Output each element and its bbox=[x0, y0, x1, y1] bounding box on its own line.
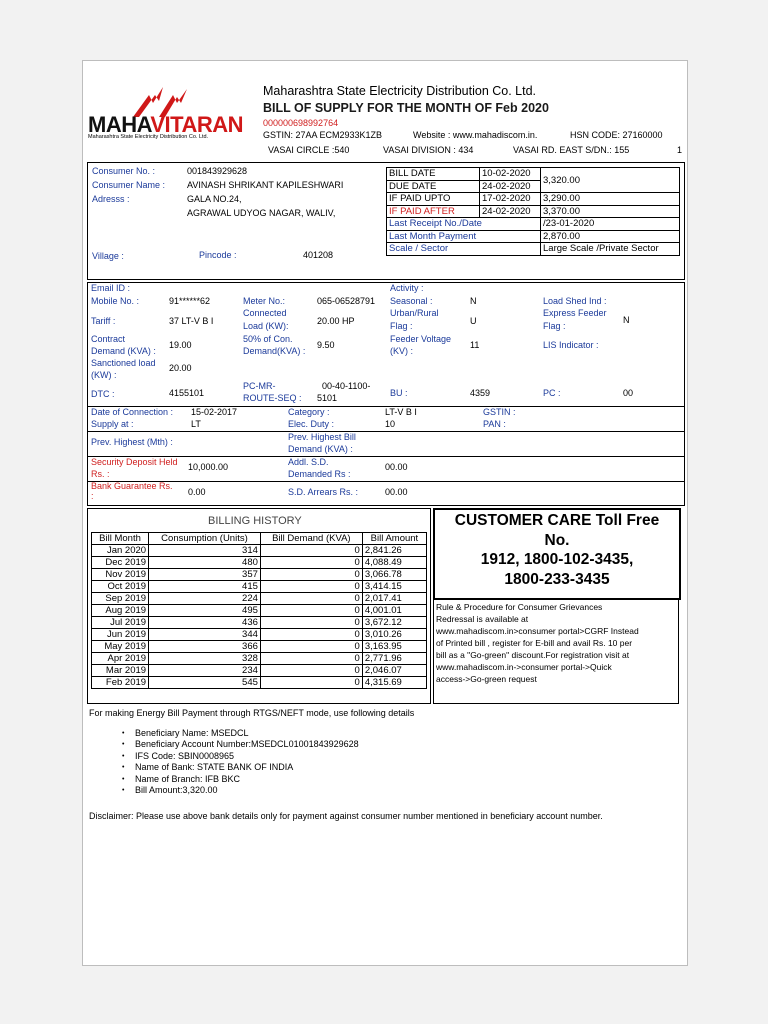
sd-arrears-label: S.D. Arrears Rs. : bbox=[288, 487, 359, 497]
history-cell: Jul 2019 bbox=[92, 617, 149, 629]
pc-label: PC : bbox=[543, 388, 561, 398]
history-row bbox=[92, 545, 427, 557]
meter-label: Meter No.: bbox=[243, 296, 286, 306]
history-cell: Oct 2019 bbox=[92, 581, 149, 593]
bill-title: BILL OF SUPPLY FOR THE MONTH OF Feb 2020 bbox=[263, 101, 549, 115]
history-cell: Jan 2020 bbox=[92, 545, 149, 557]
history-row bbox=[92, 581, 427, 593]
logo: MAHAVITARAN bbox=[88, 112, 244, 137]
history-cell: 3,672.12 bbox=[362, 617, 426, 629]
loadshed-label: Load Shed Ind : bbox=[543, 296, 607, 306]
history-cell: 234 bbox=[149, 665, 261, 677]
history-cell: Aug 2019 bbox=[92, 605, 149, 617]
history-cell: 2,771.96 bbox=[362, 653, 426, 665]
history-cell: 0 bbox=[260, 629, 362, 641]
history-cell: 3,010.26 bbox=[362, 629, 426, 641]
consumer-name-label: Consumer Name : bbox=[92, 180, 166, 190]
history-row bbox=[92, 617, 427, 629]
express-feeder: N bbox=[623, 315, 630, 325]
prev-highest-label: Prev. Highest (Mth) : bbox=[91, 437, 173, 447]
lis-indicator-label: LIS Indicator : bbox=[543, 340, 599, 350]
tariff-label: Tariff : bbox=[91, 316, 116, 326]
history-cell: 0 bbox=[260, 653, 362, 665]
history-row bbox=[92, 557, 427, 569]
consumer-name: AVINASH SHRIKANT KAPILESHWARI bbox=[187, 180, 344, 190]
beneficiary-item: • Bill Amount:3,320.00 bbox=[122, 785, 359, 796]
history-cell: 344 bbox=[149, 629, 261, 641]
mobile-label: Mobile No. : bbox=[91, 296, 140, 306]
payment-intro: For making Energy Bill Payment through RTGS/NEFT mode, use following details bbox=[89, 708, 415, 718]
history-cell: 0 bbox=[260, 605, 362, 617]
urban-flag: U bbox=[470, 316, 477, 326]
pan-label: PAN : bbox=[483, 419, 506, 429]
history-cell: 0 bbox=[260, 677, 362, 689]
elec-duty: 10 bbox=[385, 419, 396, 429]
history-header-cell: Bill Demand (KVA) bbox=[260, 533, 362, 545]
website: Website : www.mahadiscom.in. bbox=[413, 130, 538, 140]
category-label: Category : bbox=[288, 407, 330, 417]
history-cell: 545 bbox=[149, 677, 261, 689]
village-label: Village : bbox=[92, 251, 124, 261]
sanctioned-load: 20.00 bbox=[169, 363, 192, 373]
history-row bbox=[92, 629, 427, 641]
history-cell: 436 bbox=[149, 617, 261, 629]
history-cell: 0 bbox=[260, 641, 362, 653]
connection-date: 15-02-2017 bbox=[191, 407, 238, 417]
history-cell: Sep 2019 bbox=[92, 593, 149, 605]
address-line1: GALA NO.24, bbox=[187, 194, 242, 204]
history-cell: Mar 2019 bbox=[92, 665, 149, 677]
history-cell: 0 bbox=[260, 545, 362, 557]
history-cell: 328 bbox=[149, 653, 261, 665]
address-line2: AGRAWAL UDYOG NAGAR, WALIV, bbox=[187, 208, 336, 218]
meter-no: 065-06528791 bbox=[317, 296, 376, 306]
dtc: 4155101 bbox=[169, 388, 205, 398]
pc-mr-route-seq: 00-40-1100- bbox=[322, 381, 371, 391]
pc: 00 bbox=[623, 388, 634, 398]
disclaimer: Disclaimer: Please use above bank details only for payment against consumer number mentioned in beneficiary account number. bbox=[89, 811, 603, 821]
elec-duty-label: Elec. Duty : bbox=[288, 419, 335, 429]
bank-guarantee: 0.00 bbox=[188, 487, 206, 497]
contract-demand: 19.00 bbox=[169, 340, 192, 350]
seasonal-label: Seasonal : bbox=[390, 296, 433, 306]
history-row bbox=[92, 569, 427, 581]
bill-number: 000000698992764 bbox=[263, 118, 339, 128]
history-row bbox=[92, 593, 427, 605]
beneficiary-item: • Name of Branch: IFB BKC bbox=[122, 774, 359, 785]
history-cell: 2,841.26 bbox=[362, 545, 426, 557]
grievance-text: Rule & Procedure for Consumer Grievances Redressal is available at www.mahadiscom.in>consumer portal>CGRF Instead of Printed bill , register for E-bill and avail Rs. 10 per bill as a "Go-green" discount.For registration visit at www.mahadiscom.in->consumer portal->Quick access->Go-green request bbox=[436, 602, 639, 684]
history-row bbox=[92, 665, 427, 677]
sd-arrears: 00.00 bbox=[385, 487, 408, 497]
history-cell: 4,088.49 bbox=[362, 557, 426, 569]
history-cell: 415 bbox=[149, 581, 261, 593]
beneficiary-item: • Name of Bank: STATE BANK OF INDIA bbox=[122, 762, 359, 773]
history-cell: Jun 2019 bbox=[92, 629, 149, 641]
consumer-no-label: Consumer No. : bbox=[92, 166, 156, 176]
due-amount: 3,320.00 bbox=[541, 168, 680, 193]
history-cell: 0 bbox=[260, 569, 362, 581]
history-header-cell: Bill Month bbox=[92, 533, 149, 545]
hsn-code: HSN CODE: 27160000 bbox=[570, 130, 663, 140]
history-header-cell: Consumption (Units) bbox=[149, 533, 261, 545]
billing-history-table bbox=[91, 532, 427, 689]
gstin: GSTIN: 27AA ECM2933K1ZB bbox=[263, 130, 383, 140]
gstin-label: GSTIN : bbox=[483, 407, 516, 417]
logo-subtitle: Maharashtra State Electricity Distribution Co. Ltd. bbox=[88, 134, 209, 140]
history-cell: Nov 2019 bbox=[92, 569, 149, 581]
history-cell: Feb 2019 bbox=[92, 677, 149, 689]
history-cell: 314 bbox=[149, 545, 261, 557]
email-label: Email ID : bbox=[91, 283, 131, 293]
activity-label: Activity : bbox=[390, 283, 424, 293]
history-cell: 366 bbox=[149, 641, 261, 653]
division: VASAI DIVISION : 434 bbox=[383, 145, 474, 155]
history-cell: 3,066.78 bbox=[362, 569, 426, 581]
history-cell: 224 bbox=[149, 593, 261, 605]
history-row bbox=[92, 605, 427, 617]
history-row bbox=[92, 677, 427, 689]
history-row bbox=[92, 641, 427, 653]
history-cell: 0 bbox=[260, 593, 362, 605]
company-name: Maharashtra State Electricity Distribution Co. Ltd. bbox=[263, 84, 537, 98]
history-cell: 357 bbox=[149, 569, 261, 581]
supply-label: Supply at : bbox=[91, 419, 134, 429]
beneficiary-item: • IFS Code: SBIN0008965 bbox=[122, 751, 359, 762]
feeder-voltage: 11 bbox=[470, 340, 480, 350]
history-cell: May 2019 bbox=[92, 641, 149, 653]
billing-history-title: BILLING HISTORY bbox=[208, 515, 302, 527]
supply: LT bbox=[191, 419, 201, 429]
beneficiary-item: • Beneficiary Name: MSEDCL bbox=[122, 728, 359, 739]
security-deposit: 10,000.00 bbox=[188, 462, 229, 472]
history-cell: 3,414.15 bbox=[362, 581, 426, 593]
history-cell: 4,315.69 bbox=[362, 677, 426, 689]
dtc-label: DTC : bbox=[91, 389, 115, 399]
beneficiary-list bbox=[122, 728, 359, 796]
address-label: Adresss : bbox=[92, 194, 130, 204]
history-cell: 495 bbox=[149, 605, 261, 617]
bill-page: MAHAVITARAN Maharashtra State Electricity Distribution Co. Ltd. Maharashtra State Electricity Distribution Co. Ltd. BILL OF SUPPLY FOR THE MONTH OF Feb 2020 000000698992764 GSTIN: 27AA ECM2933K1ZB Website : www.mahadiscom.in. HSN CODE: 27160000 VASAI CIRCLE :540 VASAI DIVISION : 434 VASAI RD. EAST S/DN.: 155 1 Consumer No. : 001843929628 Consumer Name : AVINASH SHRIKANT KAPILESHWARI Adresss : GALA NO.24, AGRAWAL UDYOG NAGAR, WALIV, Village : Pincode : 401208 BILL DATE 10-02-2020 3,320.00 DUE DATE 24-02-2020 IF PAID UPTO 17-02-2020 3,290.00 IF PAID AFTER 24-02-2020 3,370.00 Last Receipt No./Date /23-01-2020 Last Month Payment 2,870.00 Scale / Sector Large Scale /Private Sector Email ID : Activity : Mobile No. : 91******62 Meter No.: 065-06528791 Seasonal : N Load Shed Ind : Tariff : 37 LT-V B I Connected Load (KW): 20.00 HP Urban/Rural Flag : U Express Feeder Flag : N Contract Demand (KVA) : 19.00 50% of Con. Demand(KVA) : 9.50 Feeder Voltage (KV) : 11 LIS Indicator : Sanctioned load (KW) : 20.00 DTC : 4155101 PC-MR- ROUTE-SEQ : 00-40-1100- 5101 BU : 4359 PC : 00 Date of Connection : 15-02-2017 Category : LT-V B I GSTIN : Supply at : LT Elec. Duty : 10 PAN : Prev. Highest (Mth) : Prev. Highest Bill Demand (KVA) : Security Deposit Held Rs. : 10,000.00 Addl. S.D. Demanded Rs : 00.00 Bank Guarantee Rs. : 0.00 S.D. Arrears Rs. : 00.00 BILLING HISTORY Bill Month Consumption (Units) Bill Demand (KVA) Bill Amount Jan 2020 314 0 2,841.26 Dec 2019 480 0 4,088.49 Nov 2019 357 0 3,066.78 Oct 2019 415 0 3,414.15 Sep 2019 224 0 2,017.41 Aug 2019 495 0 4,001.01 Jul 2019 436 0 3,672.12 Jun 2019 344 0 3,010.26 May 2019 366 0 3,163.95 Apr 2019 328 0 2,771.96 Mar 2019 234 0 2,046.07 Feb 2019 545 0 4,315.69 CUSTOMER CARE Toll Free No. 1912, 1800-102-3435, 1800-233-3435 Rule & Procedure for Consumer Grievances Redressal is available at www.mahadiscom.in>consumer portal>CGRF Instead of Printed bill , register for E-bill and avail Rs. 10 per bill as a "Go-green" discount.For registration visit at www.mahadiscom.in->consumer portal->Quick access->Go-green request For making Energy Bill Payment through RTGS/NEFT mode, use following details • Beneficiary Name: MSEDCL • Beneficiary Account Number:MSEDCL01001843929628 • IFS Code: SBIN0008965 • Name of Bank: STATE BANK OF INDIA • Name of Branch: IFB BKC • Bill Amount:3,320.00 Disclaimer: Please use above bank details only for payment against consumer number mentioned in beneficiary account number. bbox=[82, 60, 688, 966]
bu-label: BU : bbox=[390, 388, 408, 398]
half-contract-demand: 9.50 bbox=[317, 340, 335, 350]
history-cell: 3,163.95 bbox=[362, 641, 426, 653]
page-number: 1 bbox=[677, 145, 683, 155]
beneficiary-item: • Beneficiary Account Number:MSEDCL01001843929628 bbox=[122, 739, 359, 750]
connection-date-label: Date of Connection : bbox=[91, 407, 174, 417]
history-row bbox=[92, 653, 427, 665]
customer-care-text: CUSTOMER CARE Toll Free No. 1912, 1800-102-3435, 1800-233-3435 bbox=[454, 512, 660, 588]
history-cell: 480 bbox=[149, 557, 261, 569]
history-header-row bbox=[92, 533, 427, 545]
history-header-cell: Bill Amount bbox=[362, 533, 426, 545]
history-cell: 2,046.07 bbox=[362, 665, 426, 677]
connected-load: 20.00 HP bbox=[317, 316, 355, 326]
seasonal: N bbox=[470, 296, 477, 306]
history-cell: 4,001.01 bbox=[362, 605, 426, 617]
bill-info-table: BILL DATE 10-02-2020 3,320.00 DUE DATE 24-02-2020 IF PAID UPTO 17-02-2020 3,290.00 IF PAID AFTER 24-02-2020 3,370.00 Last Receipt No./Date /23-01-2020 Last Month Payment 2,870.00 Scale / Sector Large Scale /Private Sector bbox=[386, 167, 680, 256]
history-cell: 0 bbox=[260, 617, 362, 629]
bu: 4359 bbox=[470, 388, 491, 398]
subdivision: VASAI RD. EAST S/DN.: 155 bbox=[513, 145, 630, 155]
category: LT-V B I bbox=[385, 407, 417, 417]
circle: VASAI CIRCLE :540 bbox=[268, 145, 350, 155]
consumer-no: 001843929628 bbox=[187, 166, 248, 176]
history-cell: 2,017.41 bbox=[362, 593, 426, 605]
addl-sd: 00.00 bbox=[385, 462, 408, 472]
pincode: 401208 bbox=[303, 250, 334, 260]
pincode-label: Pincode : bbox=[199, 250, 237, 260]
history-cell: 0 bbox=[260, 581, 362, 593]
history-cell: Dec 2019 bbox=[92, 557, 149, 569]
mobile: 91******62 bbox=[169, 296, 211, 306]
history-cell: 0 bbox=[260, 557, 362, 569]
history-cell: Apr 2019 bbox=[92, 653, 149, 665]
history-cell: 0 bbox=[260, 665, 362, 677]
tariff: 37 LT-V B I bbox=[169, 316, 214, 326]
